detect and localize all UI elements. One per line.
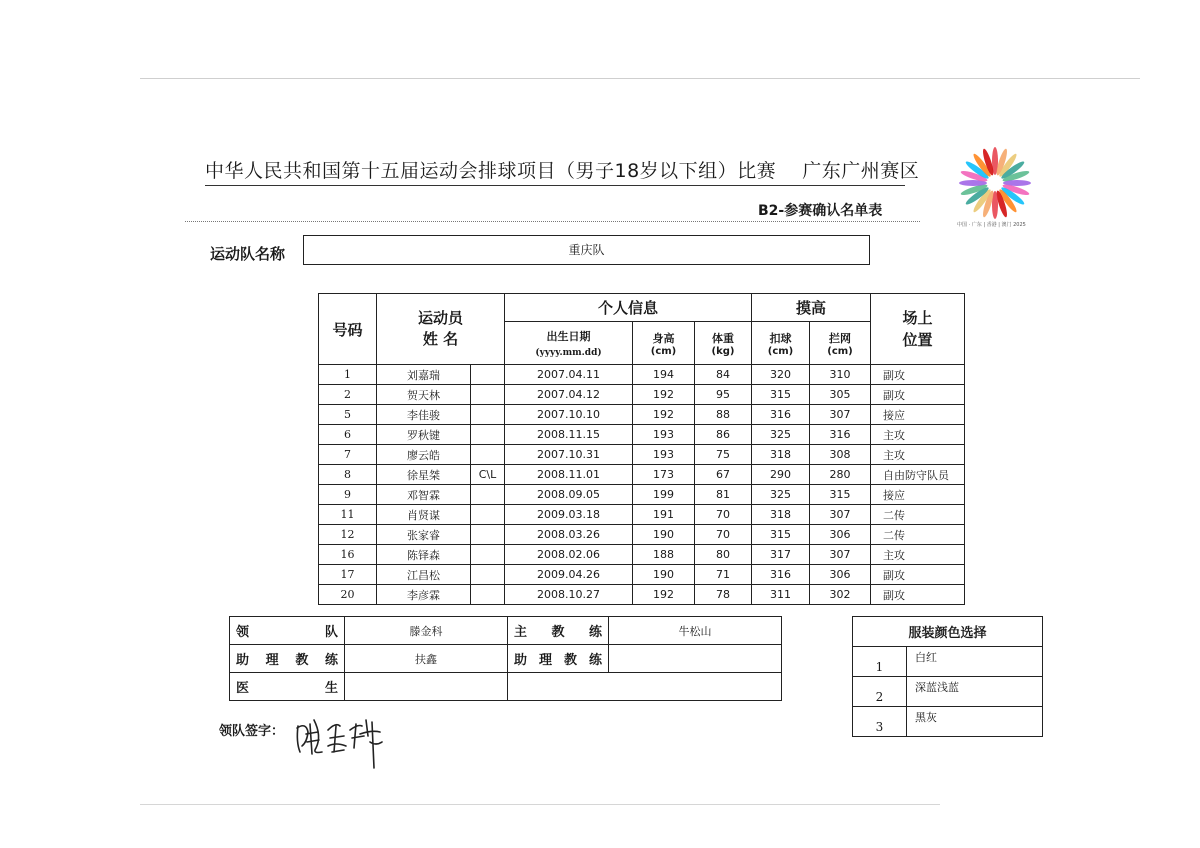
player-block-reach: 307 (810, 505, 871, 525)
header-birth-date (505, 322, 633, 365)
player-spike-reach: 316 (752, 565, 810, 585)
player-captain-flag (471, 485, 505, 505)
player-weight: 81 (695, 485, 752, 505)
uniform-option-number: 1 (853, 647, 907, 677)
player-name: 刘嘉瑞 (377, 365, 471, 385)
player-captain-flag (471, 425, 505, 445)
header-birth-format: (yyyy.mm.dd) (535, 348, 602, 358)
player-height: 188 (633, 545, 695, 565)
player-name: 江昌松 (377, 565, 471, 585)
header-block-label: 拦网 (829, 331, 851, 345)
player-block-reach: 310 (810, 365, 871, 385)
player-block-reach: 280 (810, 465, 871, 485)
dotted-divider (185, 221, 920, 222)
player-weight: 70 (695, 505, 752, 525)
player-captain-flag (471, 585, 505, 605)
player-birth-date: 2009.03.18 (505, 505, 633, 525)
signature-label: 领队签字： (219, 724, 285, 739)
uniform-option-colors: 深蓝浅蓝 (907, 677, 1043, 707)
table-row (319, 365, 965, 385)
player-weight: 67 (695, 465, 752, 485)
player-captain-flag (471, 365, 505, 385)
player-height: 192 (633, 405, 695, 425)
player-captain-flag (471, 385, 505, 405)
player-name: 李佳骏 (377, 405, 471, 425)
header-height-unit: (cm) (650, 345, 677, 357)
header-height-label: 身高 (652, 331, 675, 345)
doctor-label-char-1: 医 (236, 681, 250, 696)
head-coach-name: 牛松山 (609, 617, 782, 645)
player-number: 20 (319, 585, 377, 605)
player-name: 邓智霖 (377, 485, 471, 505)
uniform-color-title: 服装颜色选择 (853, 617, 1043, 647)
head-coach-label (508, 617, 609, 645)
player-weight: 86 (695, 425, 752, 445)
table-row (319, 545, 965, 565)
uniform-color-table (852, 616, 1043, 737)
player-number: 1 (319, 365, 377, 385)
player-position: 二传 (871, 505, 965, 525)
player-number: 11 (319, 505, 377, 525)
player-birth-date: 2008.11.01 (505, 465, 633, 485)
table-row (319, 585, 965, 605)
player-birth-date: 2008.09.05 (505, 485, 633, 505)
roster-body (319, 365, 965, 605)
uniform-option-number: 2 (853, 677, 907, 707)
document-title (205, 156, 920, 186)
assistant-manager-label (230, 645, 345, 673)
top-scan-line (140, 78, 1140, 79)
player-captain-flag (471, 505, 505, 525)
player-spike-reach: 311 (752, 585, 810, 605)
assistant-coach-label-char-1: 助 (514, 653, 528, 668)
leader-label-char-2: 队 (324, 625, 338, 640)
assistant-manager-label-char-3: 教 (295, 653, 309, 668)
player-position: 主攻 (871, 425, 965, 445)
header-spike-unit: (cm) (767, 345, 794, 357)
player-position: 自由防守队员 (871, 465, 965, 485)
player-height: 191 (633, 505, 695, 525)
doctor-label (230, 673, 345, 701)
player-name: 肖贤谋 (377, 505, 471, 525)
player-spike-reach: 290 (752, 465, 810, 485)
table-row (319, 405, 965, 425)
table-row (319, 565, 965, 585)
assistant-coach-name (609, 645, 782, 673)
assistant-manager-label-char-2: 理 (265, 653, 279, 668)
player-weight: 78 (695, 585, 752, 605)
player-height: 193 (633, 445, 695, 465)
head-coach-label-char-3: 练 (588, 625, 602, 640)
table-row (319, 465, 965, 485)
player-block-reach: 307 (810, 405, 871, 425)
assistant-coach-label (508, 645, 609, 673)
leader-name: 滕金科 (345, 617, 508, 645)
assistant-manager-label-char-4: 练 (324, 653, 338, 668)
header-number: 号码 (319, 294, 377, 365)
header-block-unit: (cm) (827, 345, 853, 357)
player-name: 廖云皓 (377, 445, 471, 465)
player-weight: 71 (695, 565, 752, 585)
player-captain-flag (471, 405, 505, 425)
doctor-name (345, 673, 508, 701)
player-weight: 70 (695, 525, 752, 545)
player-position: 副攻 (871, 565, 965, 585)
player-number: 2 (319, 385, 377, 405)
assistant-manager-label-char-1: 助 (236, 653, 250, 668)
player-birth-date: 2008.10.27 (505, 585, 633, 605)
player-weight: 84 (695, 365, 752, 385)
player-position: 副攻 (871, 585, 965, 605)
header-personal-info: 个人信息 (505, 294, 752, 322)
uniform-option-colors: 白红 (907, 647, 1043, 677)
player-position: 主攻 (871, 445, 965, 465)
player-name: 贺天林 (377, 385, 471, 405)
assistant-coach-label-char-2: 理 (538, 653, 552, 668)
player-spike-reach: 320 (752, 365, 810, 385)
player-number: 8 (319, 465, 377, 485)
player-spike-reach: 316 (752, 405, 810, 425)
header-weight-unit: (kg) (711, 345, 735, 357)
player-captain-flag (471, 525, 505, 545)
player-birth-date: 2009.04.26 (505, 565, 633, 585)
player-spike-reach: 315 (752, 525, 810, 545)
logo-text: 中国 · 广东 | 香港 | 澳门 2025 (957, 222, 1026, 228)
head-coach-label-char-2: 教 (551, 625, 565, 640)
leader-label-char-1: 领 (236, 625, 250, 640)
player-height: 193 (633, 425, 695, 445)
assistant-manager-name: 扶鑫 (345, 645, 508, 673)
player-block-reach: 306 (810, 525, 871, 545)
form-name: B2-参赛确认名单表 (758, 203, 883, 219)
header-athlete-line1: 运动员 (417, 309, 463, 327)
table-row (319, 485, 965, 505)
player-captain-flag (471, 545, 505, 565)
player-captain-flag (471, 565, 505, 585)
header-spike-label: 扣球 (769, 331, 792, 345)
player-height: 190 (633, 525, 695, 545)
player-weight: 88 (695, 405, 752, 425)
event-title: 中华人民共和国第十五届运动会排球项目（男子18岁以下组）比赛 (205, 160, 777, 182)
player-weight: 95 (695, 385, 752, 405)
uniform-option-number: 3 (853, 707, 907, 737)
player-birth-date: 2007.10.10 (505, 405, 633, 425)
player-spike-reach: 315 (752, 385, 810, 405)
player-weight: 75 (695, 445, 752, 465)
header-athlete-line2: 姓 名 (422, 330, 459, 348)
player-number: 9 (319, 485, 377, 505)
assistant-coach-label-char-3: 教 (563, 653, 577, 668)
player-number: 6 (319, 425, 377, 445)
player-height: 173 (633, 465, 695, 485)
player-weight: 80 (695, 545, 752, 565)
player-block-reach: 302 (810, 585, 871, 605)
table-row (319, 505, 965, 525)
event-region: 广东广州赛区 (802, 160, 920, 182)
roster-table (318, 293, 965, 605)
games-logo-icon (955, 138, 1040, 233)
header-height (633, 322, 695, 365)
player-height: 192 (633, 585, 695, 605)
player-position: 主攻 (871, 545, 965, 565)
handwritten-signature (292, 712, 392, 772)
player-birth-date: 2007.10.31 (505, 445, 633, 465)
team-name-label: 运动队名称 (210, 245, 286, 263)
player-captain-flag: C\L (471, 465, 505, 485)
player-spike-reach: 325 (752, 425, 810, 445)
header-athlete (377, 294, 505, 365)
player-spike-reach: 318 (752, 445, 810, 465)
player-spike-reach: 325 (752, 485, 810, 505)
assistant-coach-label-char-4: 练 (588, 653, 602, 668)
player-birth-date: 2008.03.26 (505, 525, 633, 545)
player-height: 199 (633, 485, 695, 505)
player-block-reach: 316 (810, 425, 871, 445)
player-spike-reach: 318 (752, 505, 810, 525)
player-position: 副攻 (871, 365, 965, 385)
player-name: 陈铎森 (377, 545, 471, 565)
team-name-field: 重庆队 (303, 235, 870, 265)
header-weight-label: 体重 (712, 331, 734, 345)
player-name: 罗秋键 (377, 425, 471, 445)
player-birth-date: 2007.04.11 (505, 365, 633, 385)
header-position-line2: 位置 (902, 331, 933, 349)
table-row (319, 425, 965, 445)
player-birth-date: 2007.04.12 (505, 385, 633, 405)
table-row (319, 525, 965, 545)
player-height: 192 (633, 385, 695, 405)
player-name: 张家睿 (377, 525, 471, 545)
leader-label (230, 617, 345, 645)
player-block-reach: 307 (810, 545, 871, 565)
player-position: 二传 (871, 525, 965, 545)
player-captain-flag (471, 445, 505, 465)
player-number: 16 (319, 545, 377, 565)
player-birth-date: 2008.11.15 (505, 425, 633, 445)
player-name: 徐星桀 (377, 465, 471, 485)
player-number: 12 (319, 525, 377, 545)
player-name: 李彦霖 (377, 585, 471, 605)
staff-table (229, 616, 782, 701)
header-position-line1: 场上 (902, 309, 933, 327)
table-row (319, 445, 965, 465)
player-block-reach: 315 (810, 485, 871, 505)
player-position: 接应 (871, 485, 965, 505)
player-height: 190 (633, 565, 695, 585)
doctor-label-char-2: 生 (324, 681, 338, 696)
header-position (871, 294, 965, 365)
table-row (319, 385, 965, 405)
header-block (810, 322, 871, 365)
player-block-reach: 306 (810, 565, 871, 585)
player-block-reach: 305 (810, 385, 871, 405)
player-number: 7 (319, 445, 377, 465)
player-number: 5 (319, 405, 377, 425)
header-weight (695, 322, 752, 365)
head-coach-label-char-1: 主 (514, 625, 528, 640)
bottom-scan-line (140, 804, 940, 805)
staff-empty-cell (508, 673, 782, 701)
player-number: 17 (319, 565, 377, 585)
header-spike (752, 322, 810, 365)
header-reach: 摸高 (752, 294, 871, 322)
player-position: 副攻 (871, 385, 965, 405)
uniform-option-colors: 黑灰 (907, 707, 1043, 737)
header-birth-date-label: 出生日期 (546, 330, 591, 343)
player-birth-date: 2008.02.06 (505, 545, 633, 565)
player-height: 194 (633, 365, 695, 385)
player-block-reach: 308 (810, 445, 871, 465)
player-position: 接应 (871, 405, 965, 425)
player-spike-reach: 317 (752, 545, 810, 565)
